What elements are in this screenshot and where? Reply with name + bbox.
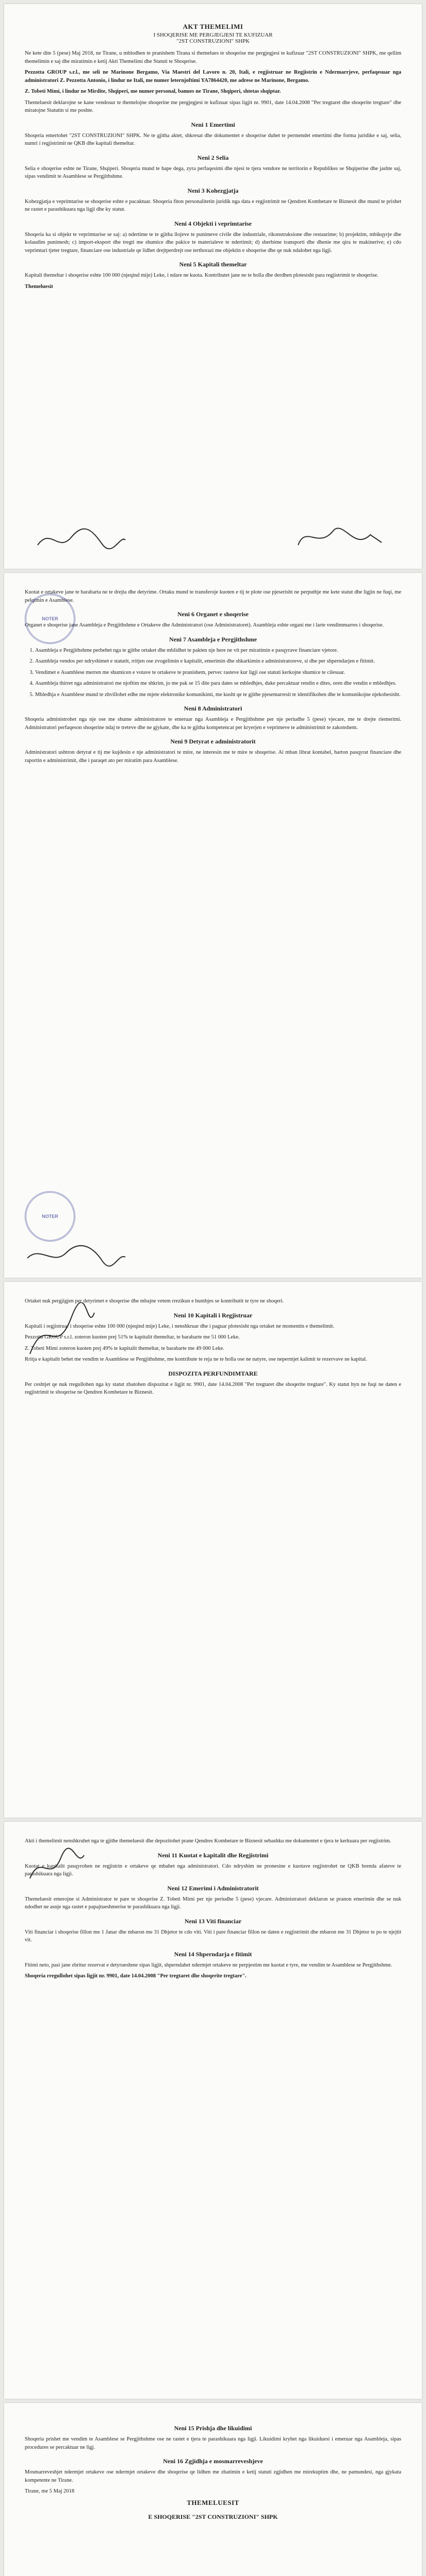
signers-heading: THEMELUESIT (187, 2498, 239, 2506)
article-body: Mosmarreveshjet ndermjet ortakeve ose ndermjet ortakeve dhe shoqerise qe lidhen me zbatimin e ketij statuti zgjidhen me mirekuptim dhe, ne pamundesi, nga gjykata kompetente ne Tirane. (25, 2469, 401, 2483)
article-body: Shoqeria ka si objekt te veprimtarise se saj: a) ndertime te te gjitha llojeve te punimeve civile dhe industriale, rikonstruksione dhe restaurime; b) projektim, mbikqyrje dhe kolaudim punimesh; c) import-eksport dhe tregti me shumice dhe pakice te materialeve te ndertimit; d) sherbime transporti dhe dhenie me qira te makinerive; e) cdo veprimtari tjeter tregtare, financiare ose industriale qe lidhet drejtperdrejt ose terthorazi me objektin e shoqerise dhe qe nuk ndalohet nga ligji. (25, 231, 401, 253)
statute-company-name (25, 38, 401, 44)
article-body: Pezzotta GROUP s.r.l. zoteron kuoten prej 51% te kapitalit themeltar, te barabarte me 51 000 Leke. (25, 1334, 240, 1340)
article-heading: Neni 8 Administratori (184, 705, 242, 712)
article-heading: Neni 14 Shperndarja e fitimit (174, 1950, 252, 1958)
page-3-intro: Ortaket nuk pergjigjen per detyrimet e shoqerise dhe mbajne vetem rrezikun e humbjes se kontributit te tyre ne shoqeri. (25, 1298, 284, 1304)
signature-2 (293, 519, 386, 555)
stamp-text: NOTER (42, 616, 58, 621)
article-heading: Neni 11 Kuotat e kapitalit dhe Regjistrimi (157, 1851, 269, 1859)
article-body: Shoqeria prishet me vendim te Asamblese se Pergjithshme ose ne rastet e tjera te parashikuara nga ligji. Likuidimi kryhet nga likuiduesi i emeruar nga Asambleja, sipas procedures se percaktuar ne ligj. (25, 2436, 401, 2450)
signature-initials (25, 1848, 87, 1889)
article-body: Viti financiar i shoqerise fillon me 1 Janar dhe mbaron me 31 Dhjetor te cdo viti. Viti i pare financiar fillon ne daten e regjistrimit dhe mbaron me 31 Dhjetor te po te njejtit vit. (25, 1929, 401, 1943)
founder-2: Z. Tobeti Mimi, i lindur ne Mirdite, Shqiperi, me numer personal, banues ne Tirane, Shqiperi, shtetas shqiptar. (25, 89, 281, 94)
article-body: Kapitali i regjistruar i shoqerise eshte 100 000 (njeqind mije) Leke, i nenshkruar dhe i paguar plotesisht nga ortaket ne momentin e themelimit. (25, 1323, 335, 1329)
document-page-2 (4, 573, 422, 1278)
notary-stamp (25, 1191, 75, 1242)
article-body: Kapitali themeltar i shoqerise eshte 100 000 (njeqind mije) Leke, i ndare ne kuota. Kontributet jane ne te holla dhe derdhen plotesisht para regjistrimit te shoqerise. (25, 273, 379, 278)
company-type: SHPK (235, 38, 250, 44)
article-body: Rritja e kapitalit behet me vendim te Asamblese se Pergjithshme, me kontribute te reja ne te holla ose ne natyre, ose nepermjet kalimit te rezervave ne kapital. (25, 1357, 367, 1362)
statute-intro: Ne kete dite 5 (pese) Maj 2018, ne Tirane, u mblodhen te pranishem Tirana si themelues te shoqerise me pergjegjesi te kufizuar "2ST CONSTRUZIONI" SHPK, me qellim themelimin e saj dhe miratimin e ketij Akti Themelimi dhe Statuti te Shoqerise. (25, 50, 401, 64)
article-heading: Neni 6 Organet e shoqerise (177, 611, 249, 618)
page-2-content (25, 588, 401, 768)
page-1-content (25, 20, 401, 294)
article-heading: Neni 16 Zgjidhja e mosmarreveshjeve (163, 2458, 263, 2465)
date-line: Tirane, me 5 Maj 2018 (25, 2488, 75, 2494)
article-list (25, 647, 401, 699)
list-item: 5. Mbledhja e Asamblese mund te zhvillohet edhe me mjete elektronike komunikimi, me kusht qe te gjithe pjesemarresit te identifikohen dhe te komunikojne njekohesisht. (35, 691, 401, 699)
article-heading: Neni 12 Emerimi i Administratorit (167, 1884, 259, 1892)
statute-title: AKT THEMELIMI (183, 23, 243, 30)
article-heading: Neni 15 Prishja dhe likuidimi (174, 2425, 252, 2432)
article-body: Selia e shoqerise eshte ne Tirane, Shqiperi. Shoqeria mund te hape dega, zyra perfaqesimi dhe njesi te tjera vendore ne territorin e Republikes se Shqiperise dhe jashte saj, sipas vendimit te Asamblese se Pergjithshme. (25, 165, 401, 179)
article-heading: Neni 5 Kapitali themeltar (179, 261, 247, 268)
list-item: 2. Asambleja vendos per ndryshimet e statutit, rritjen ose zvogelimin e kapitalit, emerimin dhe shkarkimin e administratoreve, si dhe per shperndarjen e fitimit. (35, 657, 401, 666)
list-item: 1. Asambleja e Pergjithshme perbehet nga te gjithe ortaket dhe mblidhet te pakten nje here ne vit per miratimin e pasqyrave financiare vjetore. (35, 647, 401, 655)
legal-basis: Shoqeria rregullohet sipas ligjit nr. 9901, date 14.04.2008 "Per tregtaret dhe shoqerite tregtare". (25, 1973, 247, 1979)
stamp-text: NOTER (42, 1213, 58, 1219)
article-heading: Neni 2 Selia (197, 154, 229, 161)
article-body: Shoqeria administrohet nga nje ose me shume administratore te emeruar nga Asambleja e Pergjithshme per nje periudhe 5 (pese) vjecare, me te drejte riemerimi. Administratori perfaqeson shoqerine ndaj te treteve dhe ne gjykate, dhe ka te gjitha kompetencat per kryerjen e veprimeve te administrimit te zakonshem. (25, 717, 401, 731)
article-body: Kuotat e kapitalit pasqyrohen ne regjistrin e ortakeve qe mbahet nga administratori. Cdo ndryshim ne pronesine e kuotave regjistrohet ne QKB brenda afateve te parashikuara nga ligji. (25, 1863, 401, 1877)
article-body: Shoqeria emertohet "2ST CONSTRUZIONI" SHPK. Ne te gjitha aktet, shkresat dhe dokumentet e shoqerise duhet te permendet emertimi dhe forma juridike e saj, selia, numri i regjistrimit ne QKB dhe kapitali themeltar. (25, 132, 401, 146)
document-page-3 (4, 1282, 422, 1818)
page-5-content (25, 2418, 401, 2524)
page-2-intro: Kuotat e ortakeve jane te barabarta ne te drejta dhe detyrime. Ortaku mund te transferoje kuoten e tij te plote ose pjeserisht ne perputhje me kete statut dhe ligjin ne fuqi, me pelqimin e Asamblese. (25, 589, 401, 603)
statute-subtitle (25, 32, 401, 44)
article-heading: Neni 9 Detyrat e administratorit (170, 738, 256, 745)
signature-initials (25, 1302, 97, 1364)
closing-body: Per ceshtjet qe nuk rregullohen nga ky statut zbatohen dispozitat e ligjit nr. 9901, date 14.04.2008 "Per tregtaret dhe shoqerite tregtare". Ky statut hyn ne fuqi ne daten e regjistrimit te shoqerise ne Qendren Kombetare te Biznesit. (25, 1381, 401, 1395)
company-stamp-heading: E SHOQERISE "2ST CONSTRUZIONI" SHPK (148, 2513, 278, 2520)
article-heading: Neni 3 Kohezgjatja (187, 187, 239, 194)
page-4-intro: Akti i themelimit nenshkruhet nga te gjithe themeluesit dhe depozitohet prane Qendres Kombetare te Biznesit sebashku me dokumentet e tjera te kerkuara per regjistrim. (25, 1838, 391, 1844)
article-heading: Neni 1 Emertimi (191, 121, 235, 128)
article-heading: Neni 10 Kapitali i Regjistruar (173, 1311, 253, 1319)
article-body: Administratori ushtron detyrat e tij me kujdesin e nje administratori te mire, ne interesin me te mire te shoqerise. Ai mban librat kontabel, harton pasqyrat financiare dhe raportin e administrimit, dhe i paraqet ato per miratim para Asamblese. (25, 750, 401, 764)
article-heading: Neni 7 Asambleja e Pergjithshme (169, 635, 257, 643)
signature-1 (25, 1243, 128, 1268)
statute-subtitle-line: I SHOQERISE ME PERGJEGJESI TE KUFIZUAR (153, 32, 273, 38)
document-page-4 (4, 1822, 422, 2399)
article-heading: Neni 13 Viti financiar (184, 1917, 242, 1925)
article-heading: Neni 4 Objekti i veprimtarise (174, 219, 252, 227)
document-page-5 (4, 2403, 422, 2576)
closing-heading: DISPOZITA PERFUNDIMTARE (168, 1369, 258, 1377)
list-item: 4. Asambleja thirret nga administratori me njoftim me shkrim, jo me pak se 15 dite para dates se mbledhjes, duke percaktuar rendin e dites, oren dhe vendin e mbledhjes. (35, 680, 401, 688)
founder-note: Themeluesit deklarojne se kane vendosur te themelojne shoqerine me pergjegjesi te kufizuar sipas ligjit nr. 9901, date 14.04.2008 "Per tregtaret dhe shoqerite tregtare" dhe miratojne Statutin si me poshte. (25, 99, 401, 113)
founder-1: Pezzotta GROUP s.r.l., me seli ne Marinone Bergamo, Via Maestri del Lavoro n. 20, Itali, e regjistruar ne Regjistrin e Ndermarrjeve, perfaqesuar nga administratori Z. Pezzotta Antonio, i lindur ne Itali, me numer leternjoftimi YA7864420, me adrese ne Marinone, Bergamo. (25, 70, 401, 83)
document-page-1 (4, 4, 422, 569)
notary-stamp (25, 594, 75, 644)
article-body: Fitimi neto, pasi jane zbritur rezervat e detyrueshme sipas ligjit, shperndahet ndermjet ortakeve ne perpjestim me kuotat e tyre, me vendim te Asamblese se Pergjithshme. (25, 1962, 392, 1968)
article-body: Organet e shoqerise jane Asambleja e Pergjithshme e Ortakeve dhe Administratori (ose Administratoret). Asambleja eshte organi me i larte vendimmarres i shoqerise. (25, 622, 384, 628)
company-name: "2ST CONSTRUZIONI" (176, 38, 234, 44)
signature-1 (35, 524, 128, 555)
page-1-signature-label: Themeluesit (25, 283, 53, 290)
list-item: 3. Vendimet e Asamblese merren me shumicen e votave te ortakeve te pranishem, pervec rasteve kur ligji ose statuti kerkojne shumice te cilesuar. (35, 669, 401, 677)
article-body: Themeluesit emerojne si Administrator te pare te shoqerise Z. Tobeti Mimi per nje periudhe 5 (pese) vjecare. Administratori deklaron se pranon emerimin dhe se nuk ndodhet ne asnje nga rastet e papajtueshmerise te parashikuara nga ligji. (25, 1896, 401, 1910)
article-body: Kohezgjatja e veprimtarise se shoqerise eshte e pacaktuar. Shoqeria fiton personalitetin juridik nga data e regjistrimit ne Qendren Kombetare te Biznesit dhe mund te prishet ne rastet e parashikuara nga ligji dhe ky statut. (25, 198, 401, 212)
article-body: Z. Tobeti Mimi zoteron kuoten prej 49% te kapitalit themeltar, te barabarte me 49 000 Leke. (25, 1345, 225, 1351)
